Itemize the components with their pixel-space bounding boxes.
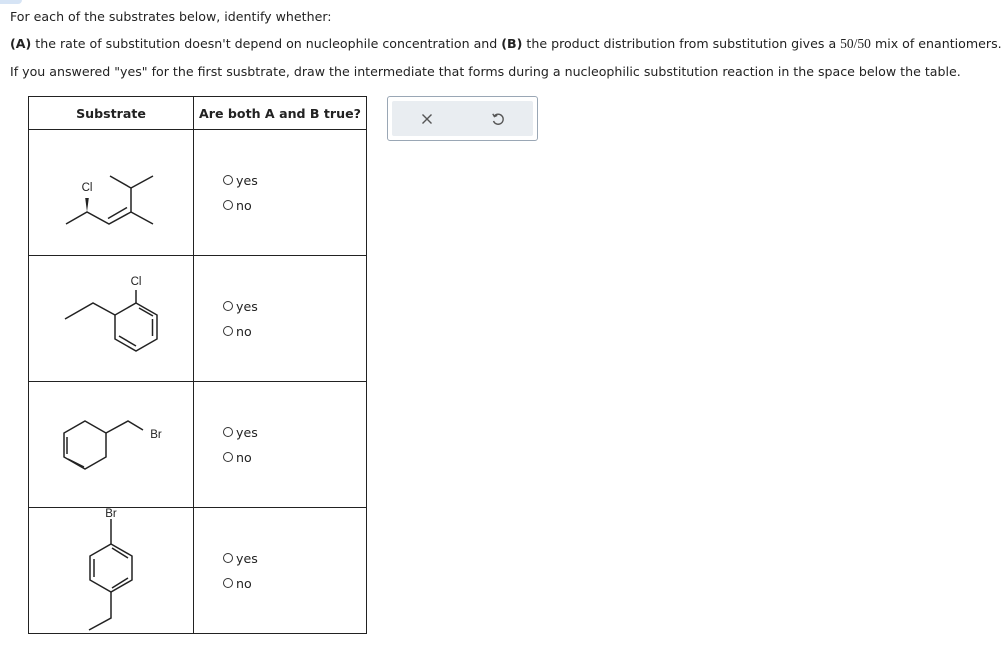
radio-circle-icon[interactable] [223,452,233,462]
radio-yes[interactable] [223,168,366,193]
radio-no[interactable] [223,193,366,218]
radio-yes[interactable] [223,546,366,571]
radio-label: no [236,197,252,213]
substrate-cell [29,382,194,508]
radio-circle-icon[interactable] [223,326,233,336]
table-row [29,130,367,256]
substrate-header: Substrate [29,97,194,130]
instruction-line-1: For each of the substrates below, identify whether: [10,9,332,24]
close-icon[interactable] [421,113,433,125]
radio-no[interactable] [223,319,366,344]
radio-label: no [236,575,252,591]
clear-button[interactable] [392,101,463,136]
answer-cell [194,508,367,634]
atom-label: Cl [81,182,93,194]
substrate-cell [29,130,194,256]
answer-cell [194,382,367,508]
atom-label: Br [150,429,162,441]
radio-circle-icon[interactable] [223,553,233,563]
radio-label: yes [236,298,258,314]
radio-no[interactable] [223,445,366,470]
radio-circle-icon[interactable] [223,200,233,210]
answer-cell [194,130,367,256]
table-row [29,508,367,634]
table-row [29,382,367,508]
substrate-1-structure [29,130,193,255]
substrate-4-structure [29,508,193,633]
radio-circle-icon[interactable] [223,427,233,437]
answer-cell [194,256,367,382]
radio-label: yes [236,550,258,566]
condition-a-text: the rate of substitution doesn't depend on nucleophile concentration and [31,36,502,51]
corner-tab [0,0,22,4]
substrate-cell [29,508,194,634]
radio-yes[interactable] [223,420,366,445]
table-row [29,256,367,382]
ratio-fraction: 50/50 [840,36,871,51]
condition-b-text: the product distribution from substitution gives a [522,36,841,51]
radio-label: yes [236,424,258,440]
substrate-2-structure [29,256,193,381]
toolbar-inner [392,101,533,136]
substrate-cell [29,256,194,382]
radio-circle-icon[interactable] [223,301,233,311]
radio-label: yes [236,172,258,188]
atom-label: Br [105,508,117,520]
answer-toolbar [387,96,538,141]
instruction-line-2 [10,36,1002,52]
substrate-table [28,96,367,634]
condition-b-end: mix of enantiomers. [870,36,1002,51]
condition-b-tag: (B) [501,36,523,51]
wedge-bond [85,198,89,212]
undo-icon[interactable] [491,112,505,126]
radio-circle-icon[interactable] [223,578,233,588]
answer-header: Are both A and B true? [194,97,367,130]
radio-label: no [236,323,252,339]
radio-no[interactable] [223,571,366,596]
atom-label: Cl [130,276,142,288]
radio-circle-icon[interactable] [223,175,233,185]
condition-a-tag: (A) [10,36,32,51]
substrate-3-structure [29,382,193,507]
reset-button[interactable] [463,101,534,136]
instruction-line-3: If you answered "yes" for the first susbtrate, draw the intermediate that forms during a nucleophilic substitution reaction in the space below the table. [10,64,961,79]
radio-yes[interactable] [223,294,366,319]
radio-label: no [236,449,252,465]
